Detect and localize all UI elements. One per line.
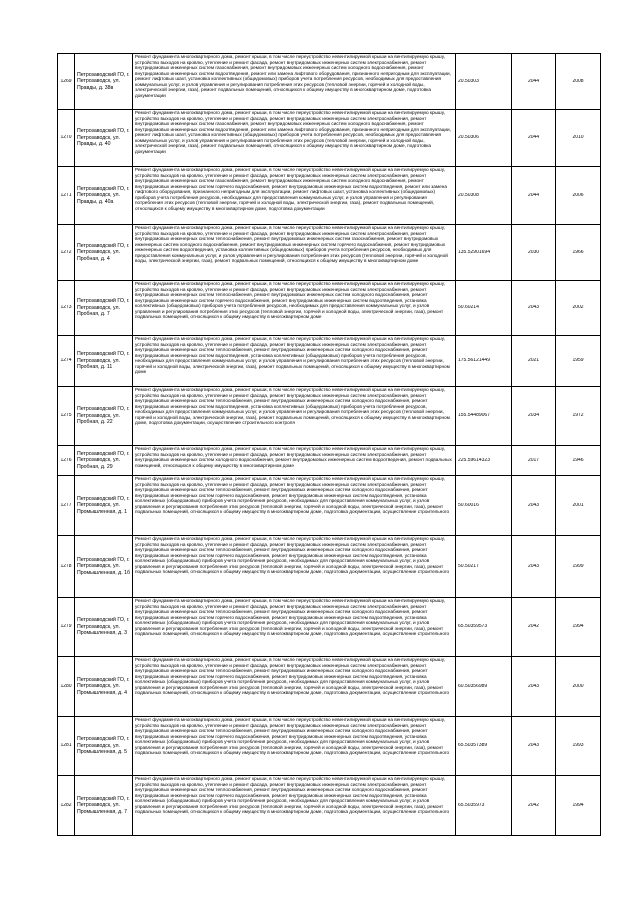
planned-year-text: 2043 bbox=[527, 305, 540, 311]
row-number-text: 1276 bbox=[60, 457, 72, 463]
table-row bbox=[58, 776, 601, 836]
value-text: 20.50308 bbox=[458, 192, 479, 198]
works-list-text: Ремонт фундамента многоквартирного дома, ремонт крыши, в том числе переустройство невентилируемой крыши на вентилируемую крышу, устройство выходов на кровлю, утепление и ремонт фасада, ремонт внутридомовых инженерных систем электроснабжения, ремонт внутридомовых инженерных систем теплоснабжения, ремонт внутридомовых инженерных систем холодного водоснабжения, ремонт внутридомовых инженерных систем горячего водоснабжения, ремонт внутридомовых инженерных систем водоотведения, установка коллективных (общедомовых) приборов учета потребления ресурсов, необходимых для предоставления коммунальных услуг, и узлов управления и регулирования потребления этих ресурсов (тепловой энергии, горячей и холодной воды, электрической энергии, газа), ремонт подвальных помещений, относящихся к общему имуществу в многоквартирном доме, подготовка документации, осуществление строительного bbox=[135, 776, 450, 815]
table-row bbox=[58, 536, 601, 598]
table-row bbox=[58, 281, 601, 336]
table-row bbox=[58, 387, 601, 446]
commission-year-text: 1959 bbox=[572, 358, 584, 364]
planned-year-text: 2017 bbox=[527, 457, 540, 463]
commission-year-text: 2010 bbox=[572, 135, 584, 141]
address-text: Петрозаводский ГО, г. Петрозаводск, ул. Пробная, д. 29 bbox=[77, 450, 130, 470]
address-cell bbox=[75, 776, 133, 836]
commission-year-text: 2001 bbox=[572, 502, 584, 508]
commission-year-cell bbox=[556, 446, 601, 476]
address-text: Петрозаводский ГО, г. Петрозаводск, ул. Промышленная, д. 7 bbox=[77, 795, 130, 815]
value-cell bbox=[456, 336, 512, 387]
commission-year-cell bbox=[556, 167, 601, 225]
address-text: Петрозаводский ГО, г. Петрозаводск, ул. Правды, д. 40а bbox=[77, 185, 130, 205]
commission-year-cell bbox=[556, 598, 601, 657]
row-number-text: 1281 bbox=[60, 743, 72, 749]
works-list-cell bbox=[133, 446, 456, 476]
works-list-cell bbox=[133, 536, 456, 598]
commission-year-text: 1994 bbox=[572, 624, 584, 630]
works-list-text: Ремонт фундамента многоквартирного дома, ремонт крыши, в том числе переустройство невентилируемой крыши на вентилируемую крышу, устройство выходов на кровлю, утепление и ремонт фасада, ремонт внутридомовых инженерных систем электроснабжения, ремонт внутридомовых инженерных систем теплоснабжения, ремонт внутридомовых инженерных систем холодного водоснабжения, ремонт внутридомовых инженерных систем водоотведения, установка коллективных (общедомовых) приборов учета потребления ресурсов, необходимых для предоставления коммунальных услуг, и узлов управления и регулирования потребления этих ресурсов (тепловой энергии, горячей и холодной воды, электрической энергии, газа), ремонт подвальных помещений, относящихся к общему имуществу в многоквартирном доме, подготовка документации, осуществление строительного контроля bbox=[135, 387, 450, 426]
commission-year-cell bbox=[556, 336, 601, 387]
address-text: Петрозаводский ГО, г. Петрозаводск, ул. Правды, д. 38в bbox=[77, 71, 130, 91]
row-number-cell bbox=[58, 167, 75, 225]
value-cell bbox=[456, 446, 512, 476]
commission-year-cell bbox=[556, 717, 601, 776]
address-cell bbox=[75, 446, 133, 476]
address-cell bbox=[75, 225, 133, 281]
works-list-text: Ремонт фундамента многоквартирного дома, ремонт крыши, в том числе переустройство невентилируемой крыши на вентилируемую крышу, устройство выходов на кровлю, утепление и ремонт фасада, ремонт внутридомовых инженерных систем электроснабжения, ремонт внутридомовых инженерных систем теплоснабжения, ремонт внутридомовых инженерных систем холодного водоснабжения, ремонт внутридомовых инженерных систем горячего водоснабжения, ремонт внутридомовых инженерных систем водоотведения, установка коллективных (общедомовых) приборов учета потребления ресурсов, необходимых для предоставления коммунальных услуг, и узлов управления и регулирования потребления этих ресурсов (тепловой энергии, горячей и холодной воды, электрической энергии, газа), ремонт подвальных помещений, относящихся к общему имуществу в многоквартирном доме, подготовка документации, осуществление строительного bbox=[135, 717, 450, 756]
planned-year-text: 2043 bbox=[527, 502, 540, 508]
commission-year-cell bbox=[556, 110, 601, 167]
commission-year-cell bbox=[556, 225, 601, 281]
address-text: Петрозаводский ГО, г. Петрозаводск, ул. Промышленная, д. 5 bbox=[77, 736, 130, 756]
address-cell bbox=[75, 476, 133, 536]
address-cell bbox=[75, 336, 133, 387]
row-number-cell bbox=[58, 598, 75, 657]
row-number-text: 1275 bbox=[60, 413, 72, 419]
value-text: 50.50217 bbox=[458, 563, 479, 569]
row-number-text: 1280 bbox=[60, 683, 72, 689]
works-list-cell bbox=[133, 598, 456, 657]
table-row bbox=[58, 717, 601, 776]
commission-year-text: 1972 bbox=[572, 413, 584, 419]
address-text: Петрозаводский ГО, г. Петрозаводск, ул. Пробная, д. 22 bbox=[77, 406, 130, 426]
row-number-cell bbox=[58, 476, 75, 536]
row-number-text: 1282 bbox=[60, 802, 72, 808]
row-number-cell bbox=[58, 281, 75, 336]
value-text: 20.50303 bbox=[458, 78, 479, 84]
works-list-text: Ремонт фундамента многоквартирного дома, ремонт крыши, в том числе переустройство невентилируемой крыши на вентилируемую крышу, устройство выходов на кровлю, утепление и ремонт фасада, ремонт внутридомовых инженерных систем электроснабжения, ремонт внутридомовых инженерных систем теплоснабжения, ремонт внутридомовых инженерных систем газоснабжения, ремонт внутридомовых инженерных систем холодного водоснабжения, ремонт внутридомовых инженерных систем горячего водоснабжения, ремонт внутридомовых инженерных систем водоотведения, установка коллективных (общедомовых) приборов учета потребления ресурсов, необходимых для предоставления коммунальных услуг, и узлов управления и регулирования потребления этих ресурсов (тепловой энергии, горячей и холодной воды, электрической энергии, газа), ремонт подвальных помещений, относящихся к общему имуществу в многоквартирном доме bbox=[135, 225, 448, 264]
planned-year-cell bbox=[512, 598, 556, 657]
works-list-text: Ремонт фундамента многоквартирного дома, ремонт крыши, в том числе переустройство невентилируемой крыши на вентилируемую крышу, устройство выходов на кровлю, утепление и ремонт фасада, ремонт внутридомовых инженерных систем электроснабжения, ремонт внутридомовых инженерных систем теплоснабжения, ремонт внутридомовых инженерных систем холодного водоснабжения, ремонт внутридомовых инженерных систем горячего водоснабжения, ремонт внутридомовых инженерных систем водоотведения, установка коллективных (общедомовых) приборов учета потребления ресурсов, необходимых для предоставления коммунальных услуг, и узлов управления и регулирования потребления этих ресурсов (тепловой энергии, горячей и холодной воды, электрической энергии, газа), ремонт подвальных помещений, относящихся к общему имуществу в многоквартирном доме, подготовка документации, осуществление строительного bbox=[135, 476, 450, 515]
works-list-cell bbox=[133, 387, 456, 446]
works-list-cell bbox=[133, 281, 456, 336]
works-list-cell bbox=[133, 336, 456, 387]
row-number-cell bbox=[58, 717, 75, 776]
address-text: Петрозаводский ГО, г. Петрозаводск, ул. Пробная, д. 4 bbox=[77, 242, 130, 262]
value-cell bbox=[456, 657, 512, 717]
row-number-text: 1272 bbox=[60, 249, 72, 255]
commission-year-text: 2006 bbox=[572, 192, 584, 198]
row-number-cell bbox=[58, 54, 75, 110]
value-text: 50.60016 bbox=[458, 502, 479, 508]
row-number-cell bbox=[58, 387, 75, 446]
planned-year-text: 2044 bbox=[527, 192, 540, 198]
table-row bbox=[58, 110, 601, 167]
value-cell bbox=[456, 110, 512, 167]
planned-year-text: 2043 bbox=[527, 683, 540, 689]
table-row bbox=[58, 225, 601, 281]
address-text: Петрозаводский ГО, г. Петрозаводск, ул. Промышленная, д. 3 bbox=[77, 617, 130, 637]
value-text: 135.52901694 bbox=[458, 249, 490, 255]
value-cell bbox=[456, 536, 512, 598]
works-list-text: Ремонт фундамента многоквартирного дома, ремонт крыши, в том числе переустройство невентилируемой крыши на вентилируемую крышу, устройство выходов на кровлю, утепление и ремонт фасада, ремонт внутридомовых инженерных систем электроснабжения, ремонт внутридомовых инженерных систем теплоснабжения, ремонт внутридомовых инженерных систем холодного водоснабжения, ремонт внутридомовых инженерных систем горячего водоснабжения, ремонт внутридомовых инженерных систем водоотведения, установка коллективных (общедомовых) приборов учета потребления ресурсов, необходимых для предоставления коммунальных услуг, и узлов управления и регулирования потребления этих ресурсов (тепловой энергии, горячей и холодной воды, электрической энергии, газа), ремонт подвальных помещений, относящихся к общему имуществу в многоквартирном доме, подготовка документации, осуществление строительного bbox=[135, 657, 450, 696]
value-cell bbox=[456, 776, 512, 836]
commission-year-text: 2008 bbox=[572, 78, 584, 84]
table-row bbox=[58, 446, 601, 476]
row-number-text: 1269 bbox=[60, 78, 72, 84]
table-row bbox=[58, 476, 601, 536]
row-number-cell bbox=[58, 225, 75, 281]
address-cell bbox=[75, 598, 133, 657]
row-number-text: 1278 bbox=[60, 563, 72, 569]
planned-year-cell bbox=[512, 536, 556, 598]
planned-year-text: 2043 bbox=[527, 563, 540, 569]
planned-year-cell bbox=[512, 657, 556, 717]
row-number-cell bbox=[58, 336, 75, 387]
planned-year-cell bbox=[512, 110, 556, 167]
commission-year-cell bbox=[556, 387, 601, 446]
address-cell bbox=[75, 281, 133, 336]
works-list-text: Ремонт фундамента многоквартирного дома, ремонт крыши, в том числе переустройство невентилируемой крыши на вентилируемую крышу, устройство выходов на кровлю, утепление и ремонт фасада, ремонт внутридомовых инженерных систем электроснабжения, ремонт внутридомовых инженерных систем газоснабжения, ремонт внутридомовых инженерных систем холодного водоснабжения, ремонт внутридомовых инженерных систем водоотведения, ремонт или замена лифтового оборудования, признанного непригодным для эксплуатации, ремонт лифтовых шахт, установка коллективных (общедомовых) приборов учета потребления ресурсов, необходимых для предоставления коммунальных услуг, и узлов управления и регулирования потребления этих ресурсов (тепловой энергии, горячей и холодной воды, электрической энергии, газа), ремонт подвальных помещений, относящихся к общему имуществу в многоквартирном доме, подготовка документации bbox=[135, 110, 451, 154]
value-text: 155.54489067 bbox=[458, 413, 490, 419]
commission-year-text: 2002 bbox=[572, 305, 584, 311]
works-list-cell bbox=[133, 717, 456, 776]
address-cell bbox=[75, 167, 133, 225]
row-number-cell bbox=[58, 536, 75, 598]
address-cell bbox=[75, 387, 133, 446]
table-row bbox=[58, 598, 601, 657]
row-number-cell bbox=[58, 776, 75, 836]
commission-year-text: 1993 bbox=[572, 743, 584, 749]
planned-year-cell bbox=[512, 281, 556, 336]
row-number-cell bbox=[58, 110, 75, 167]
works-list-text: Ремонт фундамента многоквартирного дома, ремонт крыши, в том числе переустройство невентилируемой крыши на вентилируемую крышу, устройство выходов на кровлю, утепление и ремонт фасада, ремонт внутридомовых инженерных систем электроснабжения, ремонт внутридомовых инженерных систем теплоснабжения, ремонт внутридомовых инженерных систем холодного водоснабжения, ремонт внутридомовых инженерных систем водоотведения, установка коллективных (общедомовых) приборов учета потребления ресурсов, необходимых для предоставления коммунальных услуг, и узлов управления и регулирования потребления этих ресурсов (тепловой энергии, горячей и холодной воды, электрической энергии, газа), ремонт подвальных помещений, относящихся к общему имуществу в многоквартирном доме bbox=[135, 336, 450, 375]
works-list-cell bbox=[133, 225, 456, 281]
value-text: 65.50359573 bbox=[458, 624, 488, 630]
works-list-cell bbox=[133, 476, 456, 536]
value-cell bbox=[456, 167, 512, 225]
table-body bbox=[58, 54, 601, 836]
address-cell bbox=[75, 657, 133, 717]
works-list-cell bbox=[133, 167, 456, 225]
planned-year-cell bbox=[512, 446, 556, 476]
value-text: 175.56121449 bbox=[458, 358, 490, 364]
address-text: Петрозаводский ГО, г. Петрозаводск, ул. Промышленная, д. 1б bbox=[77, 556, 130, 576]
row-number-cell bbox=[58, 446, 75, 476]
value-cell bbox=[456, 598, 512, 657]
planned-year-cell bbox=[512, 167, 556, 225]
planned-year-text: 2030 bbox=[527, 249, 540, 255]
commission-year-text: 1999 bbox=[572, 563, 584, 569]
commission-year-cell bbox=[556, 281, 601, 336]
planned-year-text: 2042 bbox=[527, 802, 540, 808]
value-cell bbox=[456, 281, 512, 336]
works-list-cell bbox=[133, 657, 456, 717]
commission-year-text: 1994 bbox=[572, 802, 584, 808]
address-cell bbox=[75, 110, 133, 167]
table-row bbox=[58, 657, 601, 717]
planned-year-cell bbox=[512, 717, 556, 776]
value-cell bbox=[456, 387, 512, 446]
planned-year-cell bbox=[512, 776, 556, 836]
planned-year-cell bbox=[512, 336, 556, 387]
commission-year-cell bbox=[556, 54, 601, 110]
works-list-text: Ремонт фундамента многоквартирного дома, ремонт крыши, в том числе переустройство невентилируемой крыши на вентилируемую крышу, устройство выходов на кровлю, утепление и ремонт фасада, ремонт внутридомовых инженерных систем электроснабжения, ремонт внутридомовых инженерных систем теплоснабжения, ремонт внутридомовых инженерных систем холодного водоснабжения, ремонт внутридомовых инженерных систем горячего водоснабжения, ремонт внутридомовых инженерных систем водоотведения, установка коллективных (общедомовых) приборов учета потребления ресурсов, необходимых для предоставления коммунальных услуг, и узлов управления и регулирования потребления этих ресурсов (тепловой энергии, горячей и холодной воды, электрической энергии, газа), ремонт подвальных помещений, относящихся к общему имуществу в многоквартирном доме bbox=[135, 281, 445, 320]
works-list-text: Ремонт фундамента многоквартирного дома, ремонт крыши, в том числе переустройство невентилируемой крыши на вентилируемую крышу, устройство выходов на кровлю, утепление и ремонт фасада, ремонт внутридомовых инженерных систем электроснабжения, ремонт внутридомовых инженерных систем холодного водоснабжения, ремонт внутридомовых инженерных систем водоотведения, ремонт подвальных помещений, относящихся к общему имуществу в многоквартирном доме bbox=[135, 446, 452, 468]
table-row bbox=[58, 54, 601, 110]
value-text: 20.50306 bbox=[458, 135, 479, 141]
address-text: Петрозаводский ГО, г. Петрозаводск, ул. Промышленная, д. 1 bbox=[77, 495, 130, 515]
works-list-text: Ремонт фундамента многоквартирного дома, ремонт крыши, в том числе переустройство невентилируемой крыши на вентилируемую крышу, устройство выходов на кровлю, утепление и ремонт фасада, ремонт внутридомовых инженерных систем электроснабжения, ремонт внутридомовых инженерных систем теплоснабжения, ремонт внутридомовых инженерных систем холодного водоснабжения, ремонт внутридомовых инженерных систем горячего водоснабжения, ремонт внутридомовых инженерных систем водоотведения, установка коллективных (общедомовых) приборов учета потребления ресурсов, необходимых для предоставления коммунальных услуг, и узлов управления и регулирования потребления этих ресурсов (тепловой энергии, горячей и холодной воды, электрической энергии, газа), ремонт подвальных помещений, относящихся к общему имуществу в многоквартирном доме, подготовка документации, осуществление строительного bbox=[135, 598, 450, 637]
works-list-text: Ремонт фундамента многоквартирного дома, ремонт крыши, в том числе переустройство невентилируемой крыши на вентилируемую крышу, устройство выходов на кровлю, утепление и ремонт фасада, ремонт внутридомовых инженерных систем электроснабжения, ремонт внутридомовых инженерных систем газоснабжения, ремонт внутридомовых инженерных систем холодного водоснабжения, ремонт внутридомовых инженерных систем горячего водоснабжения, ремонт внутридомовых инженерных систем водоотведения, ремонт или замена лифтового оборудования, признанного непригодным для эксплуатации, ремонт лифтовых шахт, установка коллективных (общедомовых) приборов учета потребления ресурсов, необходимых для предоставления коммунальных услуг, и узлов управления и регулирования потребления этих ресурсов (тепловой энергии, горячей и холодной воды, электрической энергии, газа), ремонт подвальных помещений, относящихся к общему имуществу в многоквартирном доме, подготовка документации bbox=[135, 167, 447, 211]
value-text: 225.59614323 bbox=[458, 457, 490, 463]
row-number-text: 1274 bbox=[60, 358, 72, 364]
commission-year-cell bbox=[556, 657, 601, 717]
planned-year-cell bbox=[512, 387, 556, 446]
value-cell bbox=[456, 225, 512, 281]
planned-year-text: 2021 bbox=[527, 358, 540, 364]
value-cell bbox=[456, 54, 512, 110]
value-cell bbox=[456, 717, 512, 776]
address-text: Петрозаводский ГО, г. Петрозаводск, ул. Пробная, д. 7 bbox=[77, 298, 130, 318]
address-cell bbox=[75, 54, 133, 110]
planned-year-text: 2034 bbox=[527, 413, 540, 419]
planned-year-cell bbox=[512, 225, 556, 281]
row-number-text: 1271 bbox=[60, 192, 72, 198]
planned-year-text: 2044 bbox=[527, 78, 540, 84]
value-text: 50.60214 bbox=[458, 305, 479, 311]
value-text: 65.5035973 bbox=[458, 802, 485, 808]
commission-year-text: 1946 bbox=[572, 457, 584, 463]
row-number-text: 1273 bbox=[60, 305, 72, 311]
address-text: Петрозаводский ГО, г. Петрозаводск, ул. Пробная, д. 11 bbox=[77, 351, 130, 371]
commission-year-cell bbox=[556, 776, 601, 836]
address-cell bbox=[75, 717, 133, 776]
row-number-text: 1270 bbox=[60, 135, 72, 141]
planned-year-cell bbox=[512, 476, 556, 536]
planned-year-text: 2043 bbox=[527, 743, 540, 749]
works-list-text: Ремонт фундамента многоквартирного дома, ремонт крыши, в том числе переустройство невентилируемой крыши на вентилируемую крышу, устройство выходов на кровлю, утепление и ремонт фасада, ремонт внутридомовых инженерных систем электроснабжения, ремонт внутридомовых инженерных систем газоснабжения, ремонт внутридомовых инженерных систем холодного водоснабжения, ремонт внутридомовых инженерных систем водоотведения, ремонт или замена лифтового оборудования, признанного непригодным для эксплуатации, ремонт лифтовых шахт, установка коллективных (общедомовых) приборов учета потребления ресурсов, необходимых для предоставления коммунальных услуг, и узлов управления и регулирования потребления этих ресурсов (тепловой энергии, горячей и холодной воды, электрической энергии, газа), ремонт подвальных помещений, относящихся к общему имуществу в многоквартирном доме, подготовка документации bbox=[135, 54, 451, 98]
address-cell bbox=[75, 536, 133, 598]
address-text: Петрозаводский ГО, г. Петрозаводск, ул. Правды, д. 40 bbox=[77, 128, 130, 148]
works-list-cell bbox=[133, 110, 456, 167]
table-row bbox=[58, 336, 601, 387]
works-list-cell bbox=[133, 776, 456, 836]
row-number-text: 1277 bbox=[60, 502, 72, 508]
table-row bbox=[58, 167, 601, 225]
works-table-page bbox=[57, 53, 600, 836]
planned-year-cell bbox=[512, 54, 556, 110]
works-list-text: Ремонт фундамента многоквартирного дома, ремонт крыши, в том числе переустройство невентилируемой крыши на вентилируемую крышу, устройство выходов на кровлю, утепление и ремонт фасада, ремонт внутридомовых инженерных систем электроснабжения, ремонт внутридомовых инженерных систем теплоснабжения, ремонт внутридомовых инженерных систем холодного водоснабжения, ремонт внутридомовых инженерных систем горячего водоснабжения, ремонт внутридомовых инженерных систем водоотведения, установка коллективных (общедомовых) приборов учета потребления ресурсов, необходимых для предоставления коммунальных услуг, и узлов управления и регулирования потребления этих ресурсов (тепловой энергии, горячей и холодной воды, электрической энергии, газа), ремонт подвальных помещений, относящихся к общему имуществу в многоквартирном доме, подготовка документации, осуществление строительного bbox=[135, 536, 450, 575]
planned-year-text: 2042 bbox=[527, 624, 540, 630]
commission-year-text: 2000 bbox=[572, 683, 584, 689]
capital-repair-table bbox=[57, 53, 601, 836]
row-number-cell bbox=[58, 657, 75, 717]
row-number-text: 1279 bbox=[60, 624, 72, 630]
commission-year-cell bbox=[556, 536, 601, 598]
address-text: Петрозаводский ГО, г. Петрозаводск, ул. Промышленная, д. 4 bbox=[77, 676, 130, 696]
value-text: 65.50357389 bbox=[458, 743, 488, 749]
value-cell bbox=[456, 476, 512, 536]
commission-year-cell bbox=[556, 476, 601, 536]
commission-year-text: 1966 bbox=[572, 249, 584, 255]
value-text: 60.50356989 bbox=[458, 683, 488, 689]
works-list-cell bbox=[133, 54, 456, 110]
planned-year-text: 2044 bbox=[527, 135, 540, 141]
